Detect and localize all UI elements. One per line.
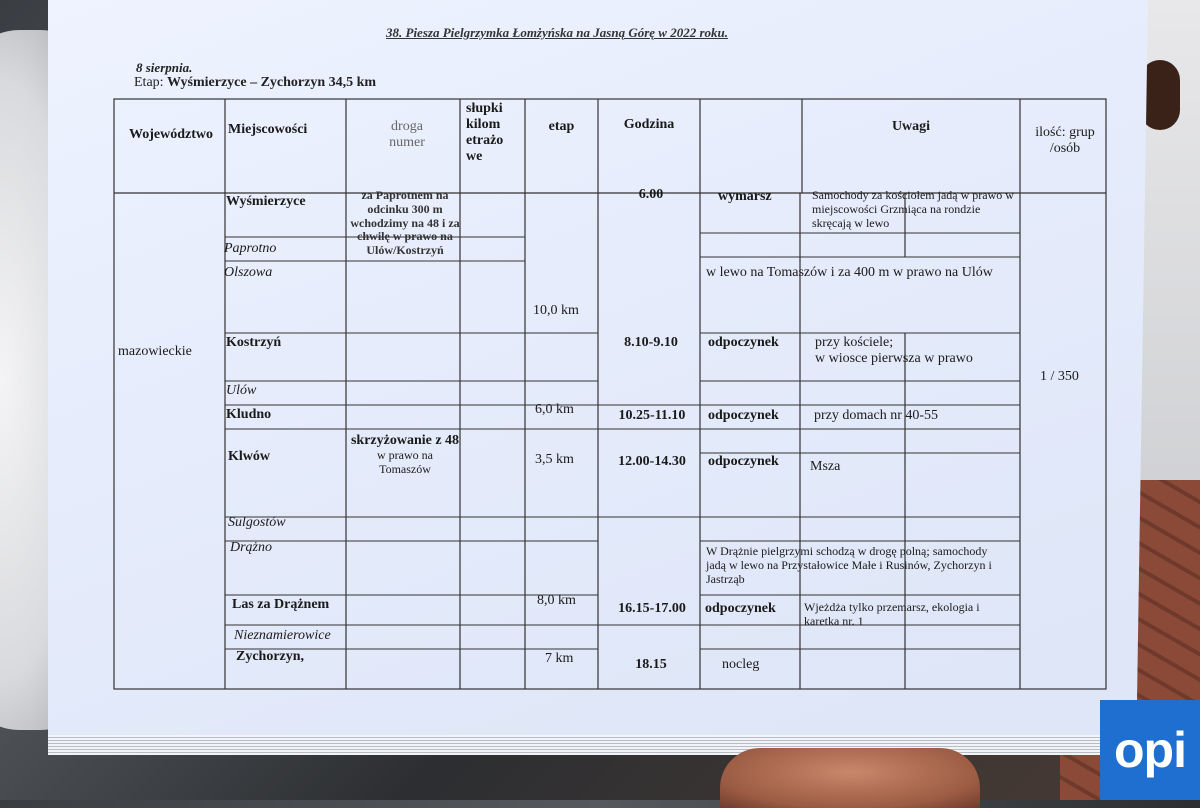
note-2: w lewo na Tomaszów i za 400 m w prawo na Ulów xyxy=(706,265,993,280)
place-nieznamierowice: Nieznamierowice xyxy=(234,628,331,643)
count-cell: 1 / 350 xyxy=(1040,369,1079,384)
action-6: nocleg xyxy=(722,657,760,672)
schedule-table xyxy=(110,97,1110,697)
place-drazno: Drążno xyxy=(230,540,273,555)
note-1: Samochody za kościołem jadą w prawo w miejscowości Grzmiąca na rondzie skręcają w lewo xyxy=(812,188,1014,230)
place-kostrzyn: Kostrzyń xyxy=(226,335,282,350)
header-miejscowosci: Miejscowości xyxy=(228,122,308,137)
holding-hand xyxy=(720,748,980,808)
stage-date: 8 sierpnia. xyxy=(136,60,193,75)
action-5: odpoczynek xyxy=(705,601,776,616)
document-title: 38. Piesza Pielgrzymka Łomżyńska na Jasną Górę w 2022 roku. xyxy=(386,25,728,40)
place-paprotno: Paprotno xyxy=(224,241,277,256)
header-etap: etap xyxy=(548,119,575,134)
stage-2: 6,0 km xyxy=(535,402,574,417)
stage-5: 7 km xyxy=(545,651,574,666)
note-3b: w wiosce pierwsza w prawo xyxy=(815,351,973,367)
place-sulgostow: Sulgostów xyxy=(228,515,286,530)
time-4: 12.00-14.30 xyxy=(618,454,686,469)
note-4: przy domach nr 40-55 xyxy=(814,408,939,423)
note-6: W Drążnie pielgrzymi schodzą w drogę polną; samochody jadą w lewo na Przystałowice Małe i Rusinów, Zychorzyn i Jastrząb xyxy=(706,544,992,586)
action-2: odpoczynek xyxy=(708,335,779,350)
action-1: wymarsz xyxy=(718,189,772,204)
header-godzina: Godzina xyxy=(623,117,675,132)
header-wojewodztwo: Województwo xyxy=(129,127,213,142)
header-slupki: słupki kilom etrażo we xyxy=(466,101,504,165)
stage-4: 8,0 km xyxy=(537,593,576,608)
place-ulow: Ulów xyxy=(226,383,257,398)
time-1: 6.00 xyxy=(638,187,664,202)
action-3: odpoczynek xyxy=(708,408,779,423)
place-las-za-draznem: Las za Drążnem xyxy=(232,597,330,612)
header-ilosc: ilość: grup /osób xyxy=(1035,125,1095,157)
note-5: Msza xyxy=(810,459,841,474)
note-7: Wjeżdża tylko przemarsz, ekologia i karetka nr. 1 xyxy=(804,600,980,628)
place-kludno: Kludno xyxy=(226,407,272,422)
place-olszowa: Olszowa xyxy=(224,265,273,280)
road-note-2-rest: w prawo na Tomaszów xyxy=(377,448,433,476)
time-6: 18.15 xyxy=(635,657,667,672)
action-4: odpoczynek xyxy=(708,454,779,469)
stage-1: 10,0 km xyxy=(533,303,579,318)
place-zychorzyn: Zychorzyn, xyxy=(236,649,305,664)
time-3: 10.25-11.10 xyxy=(618,408,686,423)
stage-line xyxy=(134,75,376,91)
region-cell: mazowieckie xyxy=(118,344,192,359)
place-klwow: Klwów xyxy=(228,449,270,464)
road-note-1: za Paprotnem na odcinku 300 m wchodzimy na 48 i za chwilę w prawo na Ulów/Kostrzyń xyxy=(350,188,460,258)
opi-logo: opi xyxy=(1100,700,1200,800)
note-3 xyxy=(815,335,1015,367)
stage-3: 3,5 km xyxy=(535,452,574,467)
note-3a: przy kościele; xyxy=(815,335,894,350)
stage-prefix: Etap: xyxy=(134,75,164,90)
header-droga: droga numer xyxy=(389,119,425,151)
time-2: 8.10-9.10 xyxy=(624,335,678,350)
time-5: 16.15-17.00 xyxy=(618,601,686,616)
stage-route: Wyśmierzyce – Zychorzyn 34,5 km xyxy=(167,75,377,90)
place-wysmierzyce: Wyśmierzyce xyxy=(226,194,306,209)
road-note-2 xyxy=(350,433,460,477)
header-uwagi: Uwagi xyxy=(891,119,931,134)
road-note-2-bold: skrzyżowanie z 48 xyxy=(350,433,460,448)
